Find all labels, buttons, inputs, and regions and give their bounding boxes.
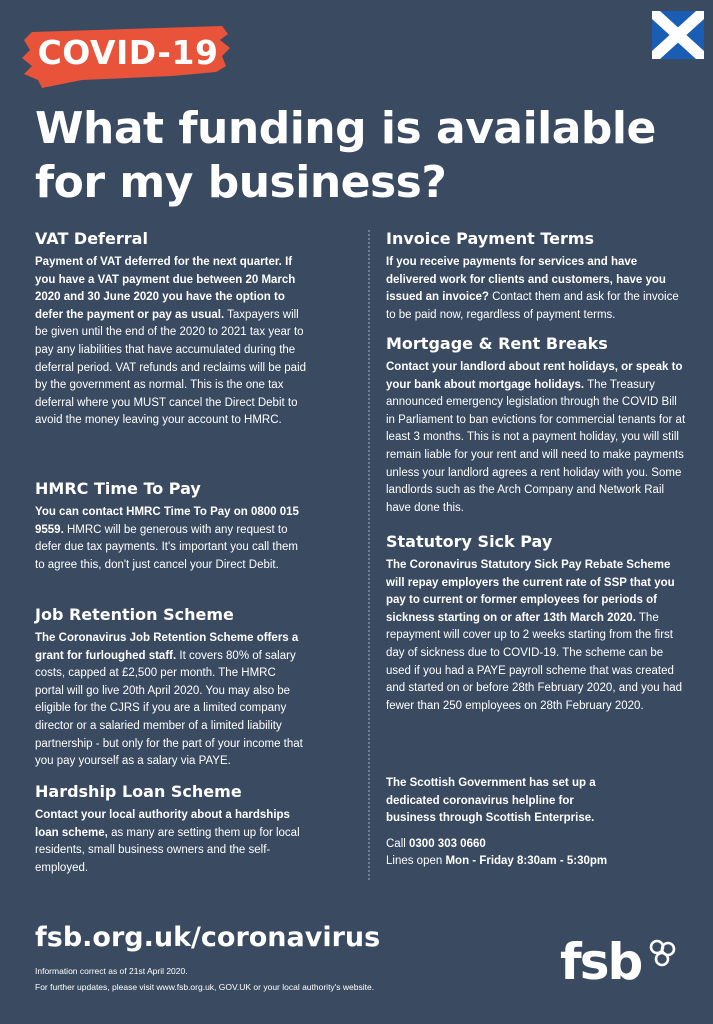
section-heading: Hardship Loan Scheme — [35, 782, 242, 801]
section-heading: VAT Deferral — [35, 229, 148, 248]
section-heading: Mortgage & Rent Breaks — [386, 334, 608, 353]
footer-note — [35, 963, 374, 995]
section-heading: Statutory Sick Pay — [386, 532, 553, 551]
section-invoice-terms — [386, 229, 686, 324]
footer-url[interactable]: fsb.org.uk/coronavirus — [35, 922, 381, 953]
section-body: Contact your landlord about rent holidays, or speak to your bank about mortgage holidays. The Treasury announced emergency legislation through the COVID Bill in Parliament to ban evictions for commercial tenants for at least 3 months. This is not a payment holiday, you will still remain liable for your rent and will need to make payments unless your landlord agrees a rent holiday with you. Some landlords such as the Arch Company and Network Rail have done this. — [386, 361, 686, 514]
page-title — [35, 102, 685, 210]
covid-label: COVID-19 — [37, 32, 219, 72]
column-divider — [368, 230, 370, 880]
helpline-intro: The Scottish Government has set up a dedicated coronavirus helpline for business through Scottish Enterprise. — [386, 777, 596, 825]
section-heading: HMRC Time To Pay — [35, 479, 201, 498]
covid-badge — [22, 22, 234, 88]
section-sick-pay — [386, 532, 686, 715]
section-body: Contact your local authority about a hardships loan scheme, as many are setting them up for local residents, small business owners and the self-employed. — [35, 809, 300, 874]
footer-note-date: Information correct as of 21st April 2020. — [35, 966, 188, 976]
helpline-box — [386, 775, 686, 871]
fsb-rings-icon — [648, 938, 678, 968]
helpline-phone: Call 0300 303 0660 — [386, 837, 486, 850]
section-heading: Invoice Payment Terms — [386, 229, 595, 248]
title-line-2: for my business? — [35, 157, 447, 208]
section-body: You can contact HMRC Time To Pay on 0800 015 9559. HMRC will be generous with any request to defer due tax payments. It's important you call them to agree this, don't just cancel your Direct Debit. — [35, 506, 299, 571]
section-hmrc-time-to-pay — [35, 479, 307, 574]
footer-note-updates: For further updates, please visit www.fsb.org.uk, GOV.UK or your local authority's website. — [35, 982, 375, 992]
section-job-retention — [35, 605, 307, 771]
section-heading: Job Retention Scheme — [35, 605, 234, 624]
section-vat-deferral — [35, 229, 307, 430]
section-body: The Coronavirus Job Retention Scheme offers a grant for furloughed staff. It covers 80% of salary costs, capped at £2,500 per month. The HMRC portal will go live 20th April 2020. You may also be eligible for the CJRS if you are a limited company director or a salaried member of a limited liability partnership - but only for the part of your income that you pay yourself as a salary via PAYE. — [35, 632, 303, 768]
section-body: Payment of VAT deferred for the next quarter. If you have a VAT payment due between 20 March 2020 and 30 June 2020 you have the option to defer the payment or pay as usual. Taxpayers will be given until the end of the 2020 to 2021 tax year to pay any liabilities that have accumulated during the deferral period. VAT refunds and reclaims will be paid by the government as normal. This is the one tax deferral where you MUST cancel the Direct Debit to avoid the money leaving your account to HMRC. — [35, 256, 307, 427]
helpline-hours: Lines open Mon - Friday 8:30am - 5:30pm — [386, 855, 608, 868]
saltire-flag-icon — [652, 11, 704, 59]
section-body: If you receive payments for services and have delivered work for clients and customers, have you issued an invoice? Contact them and ask for the invoice to be paid now, regardless of payment terms. — [386, 256, 679, 321]
title-line-1: What funding is available — [35, 103, 656, 154]
section-body: The Coronavirus Statutory Sick Pay Rebate Scheme will repay employers the current rate of SSP that you pay to current or former employees for periods of sickness starting on or after 13th March 2020. The repayment will cover up to 2 weeks starting from the first day of sickness due to COVID-19. The scheme can be used if you had a PAYE payroll scheme that was created and started on or before 28th February 2020, and you had fewer than 250 employees on 28th February 2020. — [386, 559, 683, 712]
section-hardship-loan — [35, 782, 307, 877]
section-mortgage-rent — [386, 334, 686, 517]
fsb-logo-text: fsb — [560, 933, 642, 991]
